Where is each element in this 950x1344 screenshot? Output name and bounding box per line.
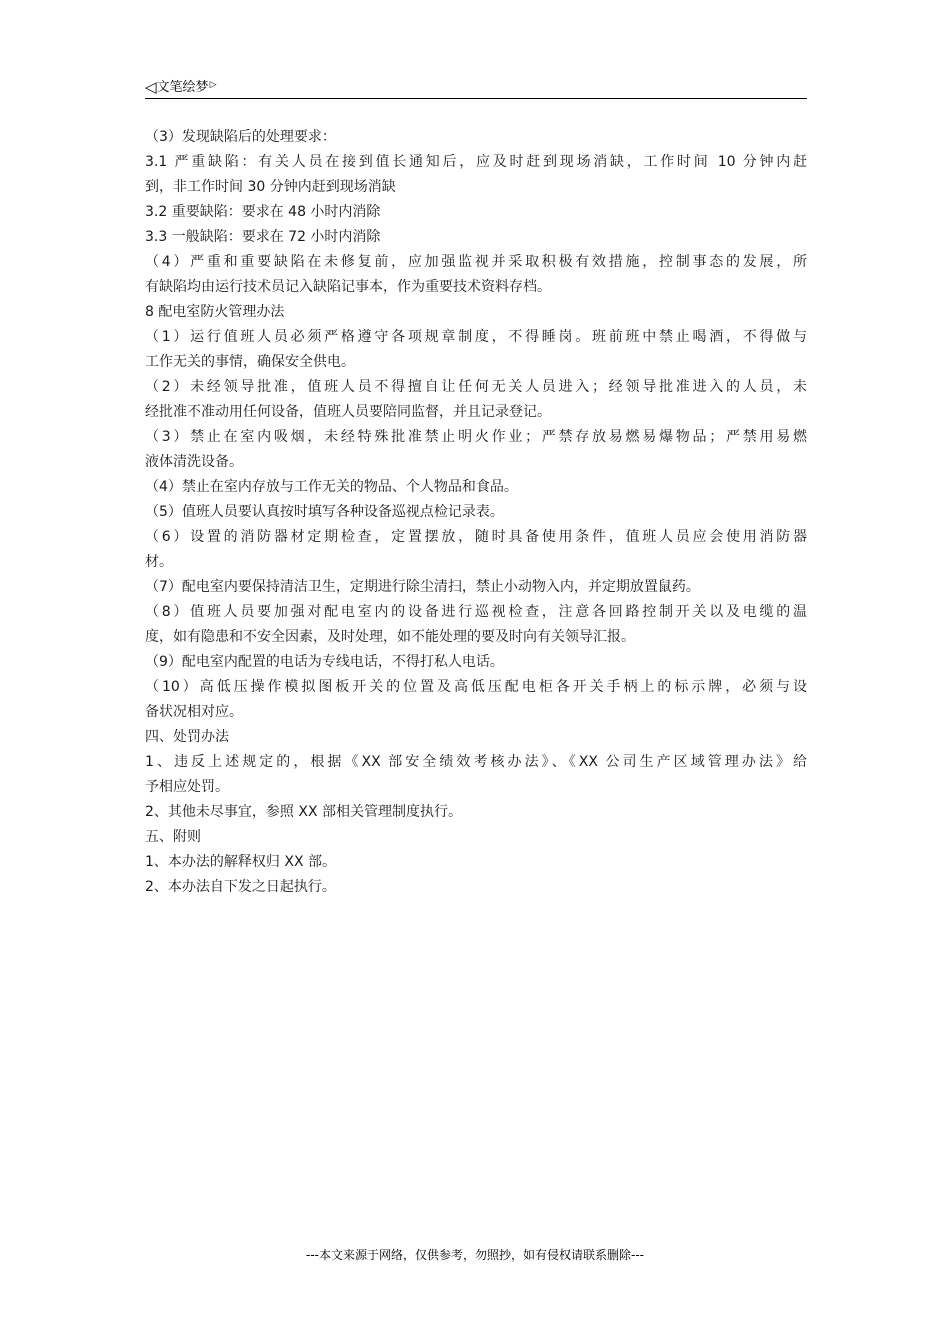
text-line: （1）运行值班人员必须严格遵守各项规章制度，不得睡岗。班前班中禁止喝酒，不得做与 [145, 329, 807, 345]
text-line: 予相应处罚。 [145, 779, 229, 795]
document-body [145, 125, 807, 900]
text-line: （4）禁止在室内存放与工作无关的物品、个人物品和食品。 [145, 479, 518, 495]
text-line: 有缺陷均由运行技术员记入缺陷记事本，作为重要技术资料存档。 [145, 279, 551, 295]
page-footer: ---本文来源于网络，仅供参考，勿照抄，如有侵权请联系删除--- [306, 1248, 644, 1262]
text-line: 1、违反上述规定的，根据《XX 部安全绩效考核办法》、《XX 公司生产区域管理办法》给 [145, 754, 807, 770]
text-line: 材。 [145, 554, 173, 570]
text-line: 液体清洗设备。 [145, 454, 243, 470]
text-line: 1、本办法的解释权归 XX 部。 [145, 854, 336, 870]
text-line: （3）禁止在室内吸烟，未经特殊批准禁止明火作业；严禁存放易燃易爆物品；严禁用易燃 [145, 429, 807, 445]
text-line: 五、附则 [145, 829, 201, 845]
text-line: 四、处罚办法 [145, 729, 229, 745]
text-line: （2）未经领导批准，值班人员不得擅自让任何无关人员进入；经领导批准进入的人员，未 [145, 379, 807, 395]
text-line: 度，如有隐患和不安全因素，及时处理，如不能处理的要及时向有关领导汇报。 [145, 629, 635, 645]
text-line: （4）严重和重要缺陷在未修复前，应加强监视并采取积极有效措施，控制事态的发展，所 [145, 254, 807, 270]
text-line: 经批准不准动用任何设备，值班人员要陪同监督，并且记录登记。 [145, 404, 551, 420]
text-line: （3）发现缺陷后的处理要求： [145, 129, 336, 145]
text-line: 3.3 一般缺陷：要求在 72 小时内消除 [145, 229, 381, 245]
page-header [145, 74, 807, 99]
text-line: 8 配电室防火管理办法 [145, 304, 285, 320]
text-line: 工作无关的事情，确保安全供电。 [145, 354, 355, 370]
text-line: 到，非工作时间 30 分钟内赶到现场消缺 [145, 179, 396, 195]
text-line: （7）配电室内要保持清洁卫生，定期进行除尘清扫，禁止小动物入内，并定期放置鼠药。 [145, 579, 700, 595]
text-line: 备状况相对应。 [145, 704, 243, 720]
text-line: 3.2 重要缺陷：要求在 48 小时内消除 [145, 204, 381, 220]
text-line: 2、其他未尽事宜，参照 XX 部相关管理制度执行。 [145, 804, 462, 820]
text-line: （10）高低压操作模拟图板开关的位置及高低压配电柜各开关手柄上的标示牌，必须与设 [145, 679, 807, 695]
text-line: （5）值班人员要认真按时填写各种设备巡视点检记录表。 [145, 504, 504, 520]
right-triangle-icon: ▷ [209, 80, 217, 90]
text-line: 3.1 严重缺陷：有关人员在接到值长通知后，应及时赶到现场消缺，工作时间 10 分钟内赶 [145, 154, 807, 170]
text-line: （8）值班人员要加强对配电室内的设备进行巡视检查，注意各回路控制开关以及电缆的温 [145, 604, 807, 620]
text-line: 2、本办法自下发之日起执行。 [145, 879, 336, 895]
text-line: （6）设置的消防器材定期检查，定置摆放，随时具备使用条件，值班人员应会使用消防器 [145, 529, 807, 545]
header-title: 文笔绘梦 [156, 80, 209, 95]
left-triangle-icon: ◁ [145, 78, 157, 96]
header-title-group [145, 76, 216, 97]
text-line: （9）配电室内配置的电话为专线电话，不得打私人电话。 [145, 654, 504, 670]
